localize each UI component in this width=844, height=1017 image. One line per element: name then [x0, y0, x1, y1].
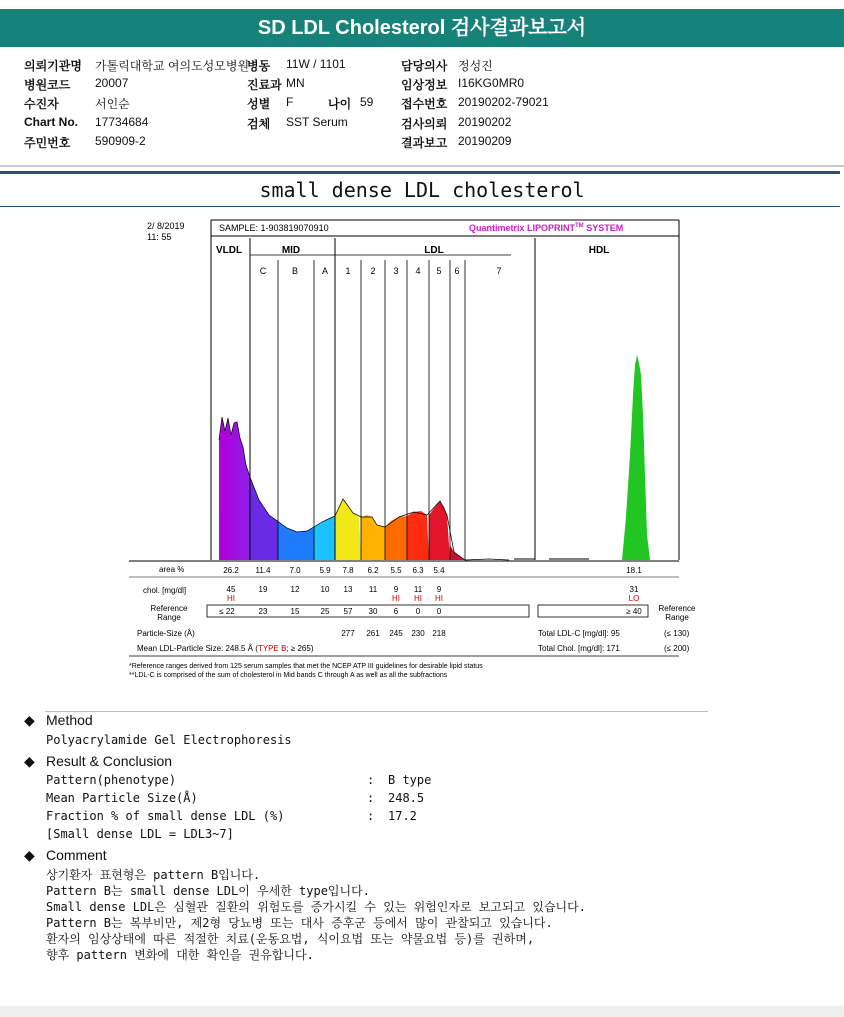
chol-ldl4: 11	[413, 585, 423, 594]
comment-line: Pattern B는 small dense LDL이 우세한 type입니다.	[46, 884, 370, 898]
report-date: 2/ 8/2019	[147, 221, 185, 231]
group-vldl: VLDL	[215, 245, 243, 256]
method-text: Polyacrylamide Gel Electrophoresis	[46, 733, 292, 747]
result-label: Pattern(phenotype)	[46, 773, 177, 787]
subtitle: small dense LDL cholesterol	[259, 178, 585, 202]
ref-label-2: Range	[157, 613, 181, 622]
ref-ldl4: 0	[415, 607, 421, 616]
area-a: 5.9	[319, 566, 331, 575]
comment-line: Small dense LDL은 심혈관 질환의 위험도를 증가시킬 수 있는 위험인자로 보고되고 있습니다.	[46, 900, 586, 914]
ldl2-band	[361, 515, 385, 560]
area-ldl2: 6.2	[367, 566, 379, 575]
band-c: C	[259, 266, 267, 276]
examinee-label: 수진자	[24, 97, 59, 111]
ref-a: 25	[320, 607, 330, 616]
ref-label-1: Reference	[150, 604, 188, 613]
specimen-value: SST Serum	[286, 115, 348, 129]
ps-ldl5: 218	[432, 629, 446, 638]
particle-size-label: Particle-Size (Å)	[137, 629, 195, 638]
sex-label: 성별	[247, 97, 271, 111]
flag-ldl5: HI	[435, 594, 443, 603]
ref-vldl: ≤ 22	[219, 607, 235, 616]
chol-ldl2: 11	[368, 585, 378, 594]
dept-value: MN	[286, 76, 305, 90]
result-note: [Small dense LDL = LDL3~7]	[46, 827, 234, 841]
comment-line: Pattern B는 복부비만, 제2형 당뇨병 또는 대사 증후군 등에서 많이 관찰되고 있습니다.	[46, 916, 553, 930]
ref-ldl1: 57	[343, 607, 353, 616]
diamond-bullet-icon: ◆	[24, 847, 35, 863]
result-heading: Result & Conclusion	[46, 753, 173, 769]
hospital-code-label: 병원코드	[24, 78, 71, 92]
report-date-value: 20190209	[458, 134, 512, 148]
footnote-2: **LDL-C is comprised of the sum of cholesterol in Mid bands C through A as well as all the subfractions	[129, 672, 448, 679]
band-5: 5	[436, 266, 442, 276]
ref-label-right-1: Reference	[658, 604, 696, 613]
ward-value: 11W / 1101	[286, 57, 346, 71]
band-3: 3	[393, 266, 399, 276]
sex-value: F	[286, 95, 294, 109]
resident-value: 590909-2	[95, 134, 146, 148]
area-ldl4: 6.3	[412, 566, 424, 575]
request-value: 20190202	[458, 115, 512, 129]
result-colon: :	[367, 773, 375, 787]
receipt-value: 20190202-79021	[458, 95, 549, 109]
report-date-label: 결과보고	[401, 136, 448, 150]
area-b: 7.0	[289, 566, 301, 575]
ps-ldl1: 277	[341, 629, 355, 638]
group-ldl: LDL	[424, 245, 444, 256]
result-label: Mean Particle Size(Å)	[46, 791, 198, 805]
hospital-code-value: 20007	[95, 76, 129, 90]
result-label: Fraction % of small dense LDL (%)	[46, 809, 285, 823]
chol-ldl5: 9	[436, 585, 442, 594]
chol-a: 10	[320, 585, 330, 594]
brand-name: Quantimetrix LIPOPRINT™ SYSTEM	[469, 223, 624, 233]
area-vldl: 26.2	[223, 566, 239, 575]
doctor-value: 정성진	[458, 59, 493, 73]
band-4: 4	[415, 266, 421, 276]
ldl4-band	[407, 511, 429, 560]
clinical-value: I16KG0MR0	[458, 76, 525, 90]
area-label: area %	[159, 565, 185, 574]
chol-ldl3: 9	[393, 585, 399, 594]
chol-b: 12	[290, 585, 300, 594]
chol-c: 19	[258, 585, 268, 594]
age-label: 나이	[328, 97, 352, 111]
ps-ldl2: 261	[366, 629, 380, 638]
comment-line: 환자의 임상상태에 따른 적절한 치료(운동요법, 식이요법 또는 약물요법 등)를 권하며,	[46, 932, 535, 946]
ref-hdl: ≥ 40	[626, 607, 642, 616]
group-hdl: HDL	[588, 245, 610, 256]
diamond-bullet-icon: ◆	[24, 753, 35, 769]
hdl-peak	[622, 355, 650, 560]
divider	[0, 165, 844, 167]
chol-vldl: 45	[226, 585, 236, 594]
area-c: 11.4	[255, 566, 271, 575]
section-divider	[45, 711, 708, 712]
mid-b-band	[278, 521, 314, 560]
total-chol: Total Chol. [mg/dl]: 171	[538, 644, 620, 653]
ps-ldl4: 230	[411, 629, 425, 638]
diamond-bullet-icon: ◆	[24, 712, 35, 728]
footer-bar	[0, 1006, 844, 1017]
examinee-value: 서인순	[95, 97, 130, 111]
divider	[0, 206, 840, 207]
result-value: 17.2	[388, 809, 417, 823]
result-colon: :	[367, 791, 375, 805]
resident-label: 주민번호	[24, 136, 71, 150]
ps-ldl3: 245	[389, 629, 403, 638]
area-ldl1: 7.8	[342, 566, 354, 575]
vldl-peak	[219, 417, 250, 560]
mean-ldl-size: Mean LDL-Particle Size: 248.5 Å (TYPE B; ≥ 265)	[137, 644, 314, 653]
dept-label: 진료과	[247, 78, 282, 92]
ref-label-right-2: Range	[665, 613, 689, 622]
flag-ldl4: HI	[414, 594, 422, 603]
mid-a-band	[314, 516, 335, 560]
ldl3-band	[385, 516, 407, 560]
ref-c: 23	[258, 607, 268, 616]
method-heading: Method	[46, 712, 93, 728]
report-time: 11: 55	[147, 232, 172, 242]
band-7: 7	[496, 266, 502, 276]
doctor-label: 담당의사	[401, 59, 448, 73]
comment-line: 상기환자 표현형은 pattern B입니다.	[46, 868, 261, 882]
band-6: 6	[454, 266, 460, 276]
ldl6-band	[450, 545, 465, 560]
specimen-label: 검체	[247, 117, 271, 131]
footnote-1: *Reference ranges derived from 125 serum samples that met the NCEP ATP III guidelines for desirable lipid status	[129, 663, 483, 670]
total-ldl-ref: (≤ 130)	[664, 629, 690, 638]
divider	[0, 171, 840, 174]
band-1: 1	[345, 266, 351, 276]
ref-ldl5: 0	[436, 607, 442, 616]
request-label: 검사의뢰	[401, 117, 448, 131]
chol-hdl: 31	[629, 585, 639, 594]
chol-ldl1: 13	[343, 585, 353, 594]
area-ldl3: 5.5	[390, 566, 402, 575]
flag-hdl: LO	[628, 594, 640, 603]
patient-info	[0, 52, 844, 164]
band-b: B	[291, 266, 299, 276]
flag-ldl3: HI	[392, 594, 400, 603]
area-hdl: 18.1	[626, 566, 642, 575]
band-a: A	[321, 266, 329, 276]
ref-ldl3: 6	[393, 607, 399, 616]
ref-ldl2: 30	[368, 607, 378, 616]
receipt-label: 접수번호	[401, 97, 448, 111]
band-2: 2	[370, 266, 376, 276]
total-ldl: Total LDL-C [mg/dl]: 95	[538, 629, 620, 638]
ward-label: 병동	[247, 59, 271, 73]
total-chol-ref: (≤ 200)	[664, 644, 690, 653]
lipoprint-report	[129, 215, 709, 685]
group-mid: MID	[281, 245, 301, 256]
ref-b: 15	[290, 607, 300, 616]
sample-id: SAMPLE: 1-903819070910	[219, 223, 329, 233]
area-ldl5: 5.4	[433, 566, 445, 575]
result-value: 248.5	[388, 791, 425, 805]
institution-label: 의뢰기관명	[24, 59, 82, 73]
age-value: 59	[360, 95, 374, 109]
result-colon: :	[367, 809, 375, 823]
report-title: SD LDL Cholesterol 검사결과보고서	[0, 9, 844, 47]
chart-value: 17734684	[95, 115, 149, 129]
flag-vldl: HI	[227, 594, 235, 603]
chol-label: chol. [mg/dl]	[143, 586, 187, 595]
comment-line: 향후 pattern 변화에 대한 확인을 권유합니다.	[46, 948, 314, 962]
comment-heading: Comment	[46, 847, 107, 863]
clinical-label: 임상정보	[401, 78, 448, 92]
result-value: B type	[388, 773, 432, 787]
chart-label: Chart No.	[24, 115, 78, 129]
institution-value: 가톨릭대학교 여의도성모병원	[95, 59, 250, 73]
